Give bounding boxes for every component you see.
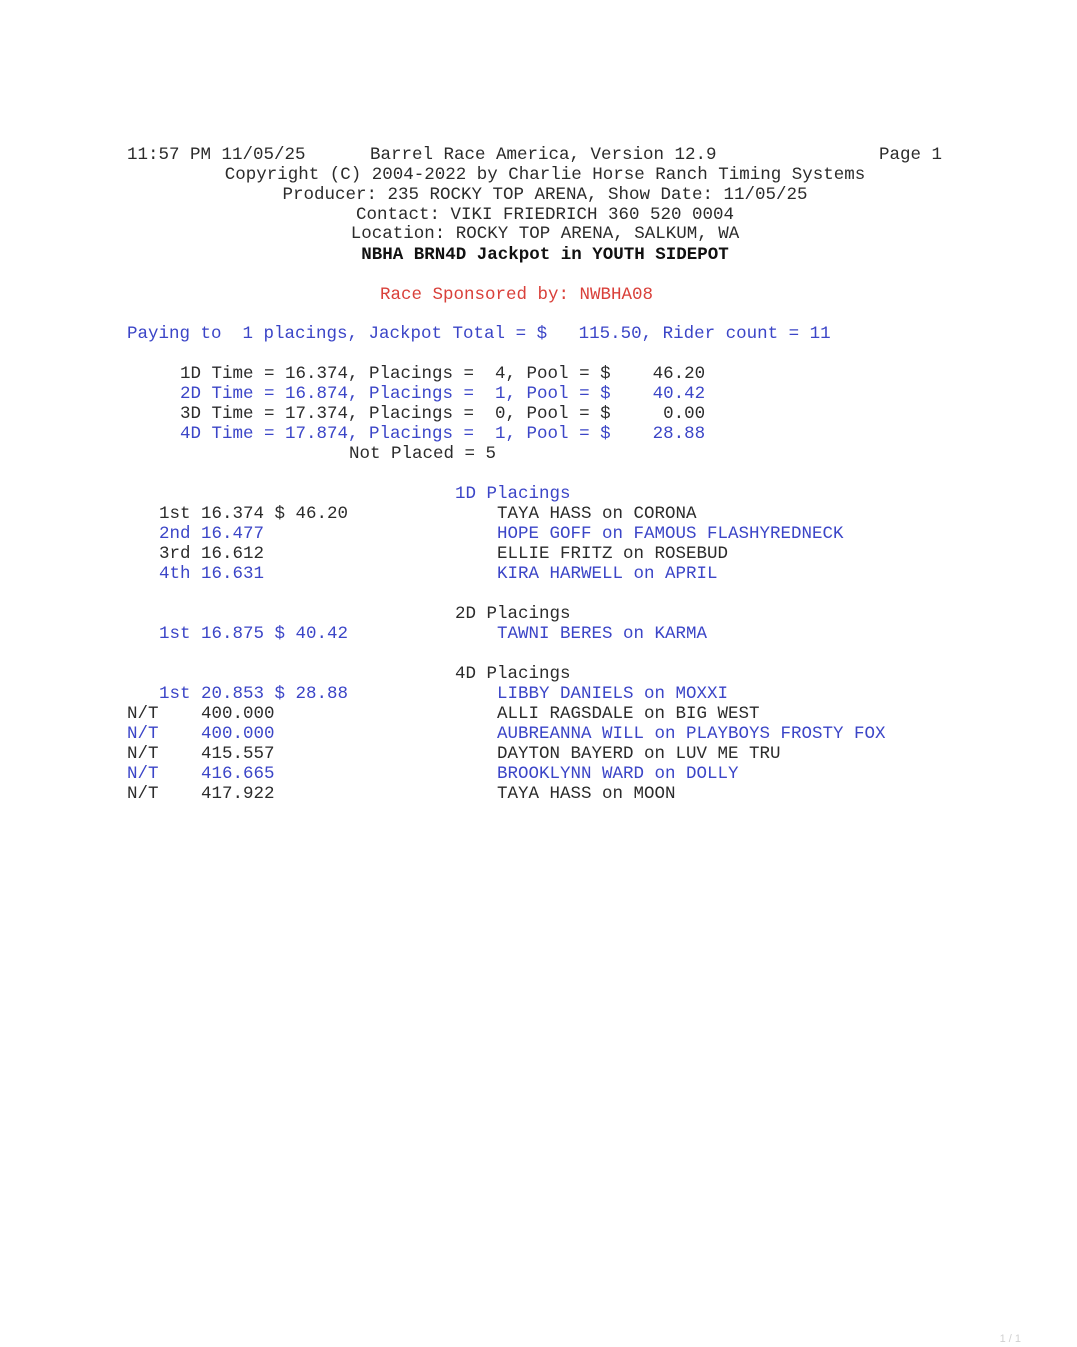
page-number: Page 1	[879, 145, 943, 165]
placing-rider: ELLIE FRITZ on ROSEBUD	[497, 544, 729, 564]
page-indicator: 1 / 1	[999, 1333, 1021, 1345]
placing-result: 2nd 16.477	[159, 524, 265, 544]
no-time-code: N/T	[127, 744, 159, 764]
no-time-code: N/T	[127, 764, 159, 784]
no-time-rider: BROOKLYNN WARD on DOLLY	[497, 764, 739, 784]
app-title: Barrel Race America, Version 12.9	[370, 145, 717, 165]
no-time-rider: AUBREANNA WILL on PLAYBOYS FROSTY FOX	[497, 724, 886, 744]
producer-line: Producer: 235 ROCKY TOP ARENA, Show Date: 11/05/25	[282, 185, 808, 205]
report-timestamp: 11:57 PM 11/05/25	[127, 145, 306, 165]
placing-result: 1st 16.374 $ 46.20	[159, 504, 349, 524]
placing-result: 1st 20.853 $ 28.88	[159, 684, 349, 704]
no-time-code: N/T	[127, 704, 159, 724]
placing-rider: TAYA HASS on CORONA	[497, 504, 697, 524]
division-3d-summary: 3D Time = 17.374, Placings = 0, Pool = $ 0.00	[180, 404, 706, 424]
placings-2d-heading: 2D Placings	[455, 604, 571, 624]
placing-result: 1st 16.875 $ 40.42	[159, 624, 349, 644]
placing-result: 4th 16.631	[159, 564, 265, 584]
contact-line: Contact: VIKI FRIEDRICH 360 520 0004	[355, 205, 735, 225]
division-2d-summary: 2D Time = 16.874, Placings = 1, Pool = $ 40.42	[180, 384, 706, 404]
division-4d-summary: 4D Time = 17.874, Placings = 1, Pool = $ 28.88	[180, 424, 706, 444]
no-time-rider: ALLI RAGSDALE on BIG WEST	[497, 704, 760, 724]
sponsor-line: Race Sponsored by: NWBHA08	[380, 285, 654, 305]
no-time-code: N/T	[127, 784, 159, 804]
placing-result: 3rd 16.612	[159, 544, 265, 564]
placing-rider: HOPE GOFF on FAMOUS FLASHYREDNECK	[497, 524, 844, 544]
placing-rider: KIRA HARWELL on APRIL	[497, 564, 718, 584]
placing-rider: TAWNI BERES on KARMA	[497, 624, 708, 644]
placings-4d-heading: 4D Placings	[455, 664, 571, 684]
no-time-rider: TAYA HASS on MOON	[497, 784, 676, 804]
no-time-value: 400.000	[201, 704, 275, 724]
no-time-rider: DAYTON BAYERD on LUV ME TRU	[497, 744, 781, 764]
no-time-value: 417.922	[201, 784, 275, 804]
placings-1d-heading: 1D Placings	[455, 484, 571, 504]
event-title: NBHA BRN4D Jackpot in YOUTH SIDEPOT	[361, 245, 729, 265]
no-time-value: 415.557	[201, 744, 275, 764]
placing-rider: LIBBY DANIELS on MOXXI	[497, 684, 729, 704]
not-placed-count: Not Placed = 5	[349, 444, 497, 464]
jackpot-summary: Paying to 1 placings, Jackpot Total = $ 115.50, Rider count = 11	[127, 324, 831, 344]
copyright-line: Copyright (C) 2004-2022 by Charlie Horse Ranch Timing Systems	[224, 165, 866, 185]
location-line: Location: ROCKY TOP ARENA, SALKUM, WA	[350, 224, 740, 244]
no-time-value: 416.665	[201, 764, 275, 784]
no-time-value: 400.000	[201, 724, 275, 744]
division-1d-summary: 1D Time = 16.374, Placings = 4, Pool = $ 46.20	[180, 364, 706, 384]
no-time-code: N/T	[127, 724, 159, 744]
